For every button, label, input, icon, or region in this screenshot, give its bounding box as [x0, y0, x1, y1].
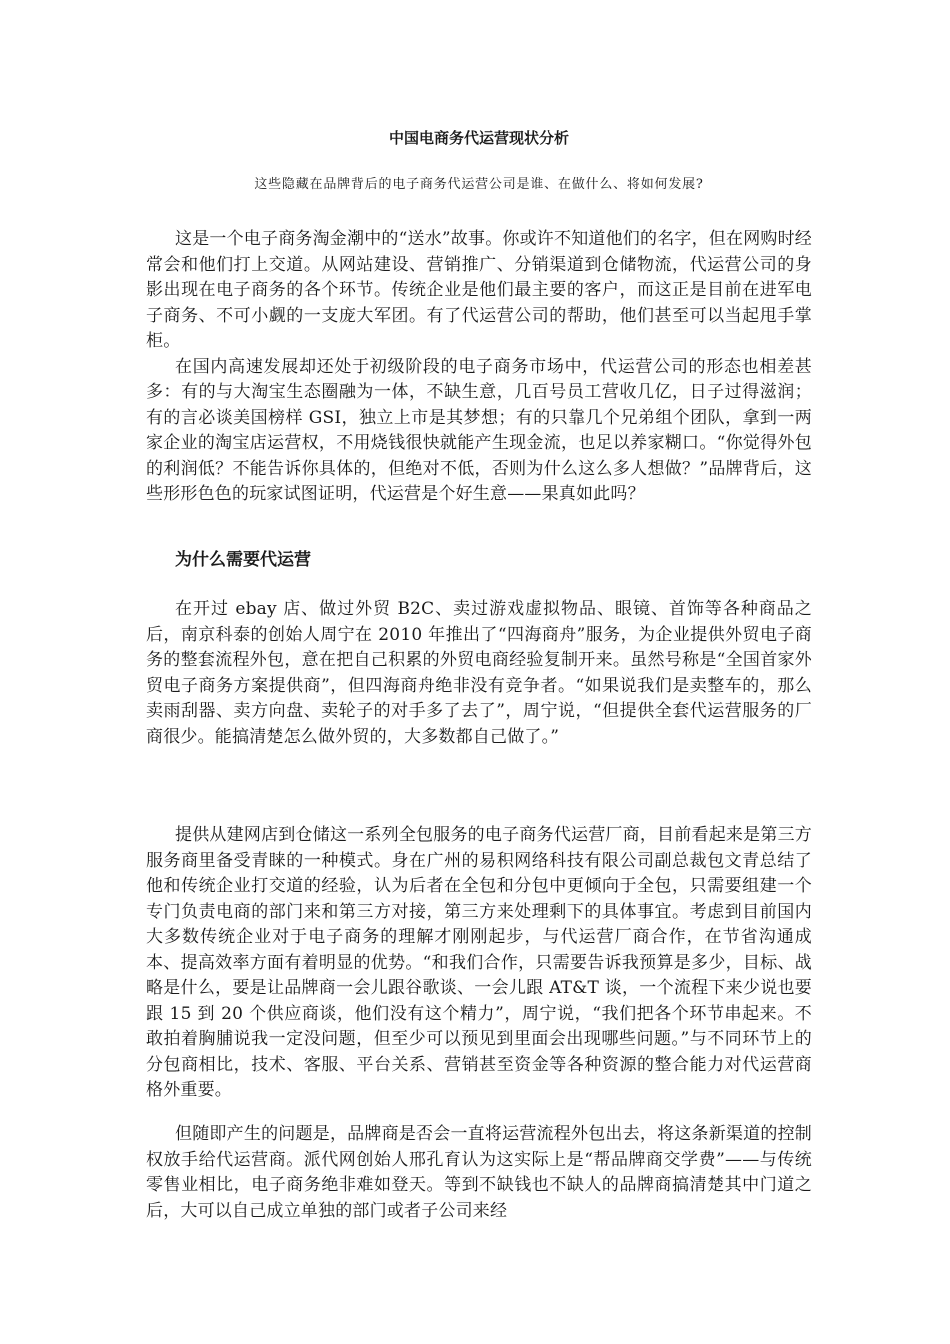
section-paragraph-block-2: [146, 823, 812, 1104]
intro-section: [146, 227, 812, 508]
intro-paragraph-2: 在国内高速发展却还处于初级阶段的电子商务市场中，代运营公司的形态也相差甚多：有的与大淘宝生态圈融为一体，不缺生意，几百号员工营收几亿，日子过得滋润；有的言必谈美国榜样 GSI，独立上市是其梦想；有的只靠几个兄弟组个团队，拿到一两家企业的淘宝店运营权，不用烧钱很快就能产生现金流，也足以养家糊口。“你觉得外包的利润低？不能告诉你具体的，但绝对不低，否则为什么这么多人想做？”品牌背后，这些形形色色的玩家试图证明，代运营是个好生意——果真如此吗？: [146, 356, 812, 504]
section-paragraph-2: 提供从建网店到仓储这一系列全包服务的电子商务代运营厂商，目前看起来是第三方服务商里备受青睐的一种模式。身在广州的易积网络科技有限公司副总裁包文青总结了他和传统企业打交道的经验，认为后者在全包和分包中更倾向于全包，只需要组建一个专门负责电商的部门来和第三方对接，第三方来处理剩下的具体事宜。考虑到目前国内大多数传统企业对于电子商务的理解才刚刚起步，与代运营厂商合作，在节省沟通成本、提高效率方面有着明显的优势。“和我们合作，只需要告诉我预算是多少，目标、战略是什么，要是让品牌商一会儿跟谷歌谈、一会儿跟 AT&T 谈，一个流程下来少说也要跟 15 到 20 个供应商谈，他们没有这个精力”，周宁说，“我们把各个环节串起来。不敢拍着胸脯说我一定没问题，但至少可以预见到里面会出现哪些问题。”与不同环节上的分包商相比，技术、客服、平台关系、营销甚至资金等各种资源的整合能力对代运营商格外重要。: [146, 825, 812, 1100]
document-subtitle: 这些隐藏在品牌背后的电子商务代运营公司是谁、在做什么、将如何发展?: [254, 177, 704, 192]
document-title: 中国电商务代运营现状分析: [388, 129, 569, 147]
section-paragraph-block-3: [146, 1122, 812, 1224]
intro-paragraph-1: 这是一个电子商务淘金潮中的“送水”故事。你或许不知道他们的名字，但在网购时经常会和他们打上交道。从网站建设、营销推广、分销渠道到仓储物流，代运营公司的身影出现在电子商务的各个环节。传统企业是他们最主要的客户，而这正是目前在进军电子商务、不可小觑的一支庞大军团。有了代运营公司的帮助，他们甚至可以当起甩手掌柜。: [146, 229, 812, 351]
section-paragraph-3: 但随即产生的问题是，品牌商是否会一直将运营流程外包出去，将这条新渠道的控制权放手给代运营商。派代网创始人邢孔育认为这实际上是“帮品牌商交学费”——与传统零售业相比，电子商务绝非难如登天。等到不缺钱也不缺人的品牌商搞清楚其中门道之后，大可以自己成立单独的部门或者子公司来经: [146, 1124, 812, 1221]
section-paragraph-1: 在开过 ebay 店、做过外贸 B2C、卖过游戏虚拟物品、眼镜、首饰等各种商品之后，南京科泰的创始人周宁在 2010 年推出了“四海商舟”服务，为企业提供外贸电子商务的整套流程外包，意在把自己积累的外贸电商经验复制开来。虽然号称是“全国首家外贸电子商务方案提供商”，但四海商舟绝非没有竞争者。“如果说我们是卖整车的，那么卖雨刮器、卖方向盘、卖轮子的对手多了去了”，周宁说，“但提供全套代运营服务的厂商很少。能搞清楚怎么做外贸的，大多数都自己做了。”: [146, 599, 812, 747]
section-paragraph-block-1: [146, 597, 812, 750]
section-heading: 为什么需要代运营: [175, 550, 311, 570]
